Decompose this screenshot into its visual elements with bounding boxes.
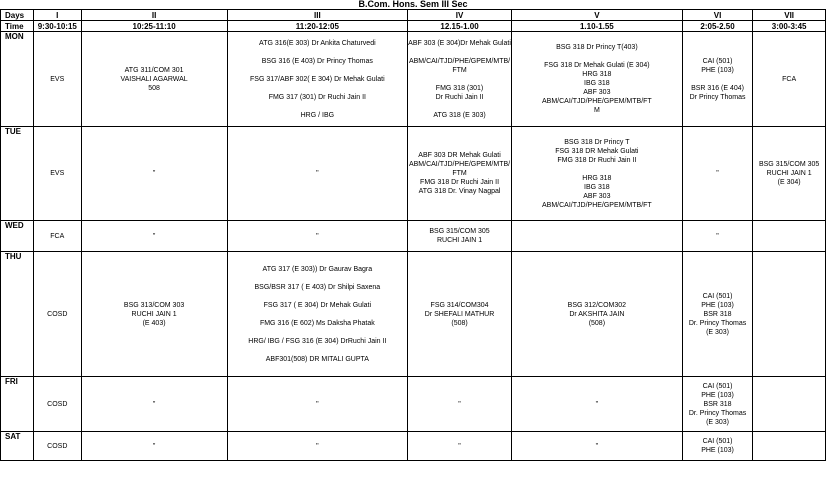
class-line: ABF301(508) DR MITALI GUPTA [265,355,369,363]
class-line: PHE (103) [701,391,734,399]
class-line: " [716,170,719,177]
class-line: FMG 318 (301) [435,84,484,92]
class-line: ABM/CAI/TJD/PHE/GPEM/MTB/FT [542,98,652,105]
class-line: Dr. Princy Thomas [688,409,747,417]
class-line: RUCHI JAIN 1 [131,310,177,318]
class-line: Dr. Princy Thomas [688,319,747,327]
slot-cell [753,127,826,221]
class-line: " [316,442,319,450]
class-line: CAI (501) [702,382,733,390]
class-line: CAI (501) [702,292,733,300]
slot-cell [408,221,512,252]
class-line: FMG 316 (E 602) Ms Daksha Phatak [259,319,375,327]
day-row-mon [1,32,826,127]
period-label: II [81,10,227,21]
line-gap [512,52,682,61]
time-slot: 9:30-10:15 [33,21,81,32]
class-line: CAI (501) [702,57,733,65]
slot-cell [511,32,682,127]
class-line: Dr SHEFALI MATHUR [424,310,495,318]
class-line: COSD [47,400,68,408]
slot-cell [511,432,682,461]
line-gap [228,84,408,93]
line-gap [408,75,511,84]
class-line: HRG 318 [582,71,612,78]
class-line: ABF 303 (E 304)Dr Mehak Gulati [408,39,511,47]
slot-cell [81,32,227,127]
timetable-grid [0,9,826,461]
line-gap [228,346,408,355]
slot-cell [682,221,752,252]
class-line: " [152,442,156,450]
class-line: ABF 303 [583,89,611,96]
slot-cell [81,127,227,221]
day-label: TUE [1,127,34,221]
slot-cell [227,127,408,221]
line-gap [753,310,825,319]
class-line: (E 403) [142,319,166,327]
class-line: CAI (501) [702,438,733,445]
class-line: BSG 315/COM 305 [429,228,490,235]
slot-cell [227,377,408,432]
day-label: THU [1,252,34,377]
class-line: ABF 303 DR Mehak Gulati [418,152,501,159]
slot-cell [682,252,752,377]
class-line: HRG / IBG [300,111,335,119]
period-label: V [511,10,682,21]
day-row-sat [1,432,826,461]
slot-cell [33,252,81,377]
class-line: IBG 318 [584,183,610,191]
day-label: WED [1,221,34,252]
slot-cell [753,32,826,127]
slot-cell [227,221,408,252]
class-line: FCA [50,232,65,240]
class-line: Dr Ruchi Jain II [435,93,484,101]
time-slot: 10:25-11:10 [81,21,227,32]
period-label: I [33,10,81,21]
class-line: FTM [452,170,467,177]
time-header-row [1,21,826,32]
class-line: BSR 318 [703,400,732,408]
class-line: ATG 317 (E 303)) Dr Gaurav Bagra [262,265,373,273]
class-line: FTM [452,66,467,74]
class-line: (E 303) [706,328,730,336]
class-line: HRG 318 [582,174,612,182]
class-line: 508 [148,84,160,92]
class-line: Dr AKSHITA JAIN [569,310,625,318]
slot-cell [408,252,512,377]
line-gap [512,165,682,174]
class-line: Dr Princy Thomas [689,93,746,101]
line-gap [228,328,408,337]
class-line: (508) [451,319,468,327]
day-row-tue [1,127,826,221]
period-label: VII [753,10,826,21]
class-line: (E 303) [706,418,730,426]
period-header-row [1,10,826,21]
class-line: " [458,400,461,408]
class-line: BSR 318 [703,310,732,318]
time-slot: 1.10-1.55 [511,21,682,32]
class-line: ATG 311/COM 301 [124,66,184,74]
period-label: III [227,10,408,21]
class-line: COSD [47,442,68,450]
class-line: " [595,400,599,408]
class-line: FSG 318 DR Mehak Gulati [555,147,639,155]
class-line: BSG 318 Dr Princy T [564,138,630,146]
class-line: PHE (103) [701,301,734,309]
class-line: ATG 318 (E 303) [433,111,486,119]
line-gap [753,442,825,451]
class-line: FMG 318 Dr Ruchi Jain II [557,156,637,164]
class-line: BSR 316 (E 404) [691,84,745,92]
class-line: RUCHI JAIN 1 [766,170,812,177]
class-line: BSG 318 Dr Princy T(403) [556,44,638,51]
slot-cell [682,377,752,432]
slot-cell [33,377,81,432]
class-line: (508) [588,319,606,327]
class-line: ABM/CAI/TJD/PHE/GPEM/MTB/ [408,161,511,168]
slot-cell [408,127,512,221]
slot-cell [81,432,227,461]
day-row-wed [1,221,826,252]
slot-cell [408,377,512,432]
class-line: IBG 318 [584,80,610,87]
line-gap [408,102,511,111]
day-label: SAT [1,432,34,461]
line-gap [228,292,408,301]
time-label: Time [1,21,34,32]
line-gap [228,102,408,111]
slot-cell [33,432,81,461]
slot-cell [33,32,81,127]
line-gap [408,48,511,57]
class-line: " [152,170,156,177]
class-line: FMG 318 Dr Ruchi Jain II [420,179,500,186]
class-line: " [595,442,599,450]
class-line: EVS [50,170,65,177]
slot-cell [227,32,408,127]
slot-cell [511,127,682,221]
class-line: " [152,232,156,240]
class-line: PHE (103) [701,66,734,74]
class-line: (E 304) [777,179,801,186]
day-row-thu [1,252,826,377]
line-gap [228,274,408,283]
class-line: ATG 316(E 303) Dr Ankita Chaturvedi [259,39,376,47]
slot-cell [227,432,408,461]
slot-cell [511,377,682,432]
class-line: " [316,400,319,408]
days-label: Days [1,10,34,21]
class-line: HRG/ IBG / FSG 316 (E 304) DrRuchi Jain II [248,337,387,345]
day-row-fri [1,377,826,432]
slot-cell [682,32,752,127]
class-line: COSD [47,310,68,318]
slot-cell [682,432,752,461]
line-gap [683,75,752,84]
slot-cell [81,221,227,252]
class-line: M [593,107,600,114]
class-line: FSG 317/ABF 302( E 304) Dr Mehak Gulati [250,75,385,83]
class-line: BSG 316 (E 403) Dr Princy Thomas [261,57,373,65]
day-label: MON [1,32,34,127]
slot-cell [511,252,682,377]
slot-cell [753,377,826,432]
class-line: BSG 312/COM302 [567,301,627,309]
class-line: BSG 313/COM 303 [123,301,185,309]
time-slot: 11:20-12:05 [227,21,408,32]
class-line: VAISHALI AGARWAL [120,75,188,83]
time-slot: 2:05-2.50 [682,21,752,32]
slot-cell [227,252,408,377]
slot-cell [408,32,512,127]
class-line: RUCHI JAIN 1 [436,237,483,244]
slot-cell [408,432,512,461]
time-slot: 3:00-3:45 [753,21,826,32]
class-line: " [716,232,719,240]
timetable-title: B.Com. Hons. Sem III Sec [0,0,826,10]
period-label: VI [682,10,752,21]
time-slot: 12.15-1.00 [408,21,512,32]
class-line: BSG/BSR 317 ( E 403) Dr Shilpi Saxena [254,283,381,291]
line-gap [753,232,825,241]
class-line: ABM/CAI/TJD/PHE/GPEM/MTB/ [408,57,511,65]
slot-cell [682,127,752,221]
class-line: " [316,170,319,177]
slot-cell [753,252,826,377]
slot-cell [33,127,81,221]
slot-cell [753,432,826,461]
slot-cell [511,221,682,252]
slot-cell [81,252,227,377]
class-line: FCA [782,75,797,83]
class-line: FMG 317 (301) Dr Ruchi Jain II [268,93,366,101]
class-line: ABM/CAI/TJD/PHE/GPEM/MTB/FT [542,201,652,209]
class-line: ATG 318 Dr. Vinay Nagpal [418,188,501,195]
class-line: " [152,400,156,408]
line-gap [512,232,682,241]
class-line: ABF 303 [583,192,611,200]
class-line: " [316,232,319,240]
class-line: FSG 318 Dr Mehak Gulati (E 304) [544,62,650,69]
slot-cell [81,377,227,432]
slot-cell [33,221,81,252]
class-line: " [458,442,461,450]
line-gap [228,48,408,57]
class-line: PHE (103) [701,447,734,454]
period-label: IV [408,10,512,21]
day-label: FRI [1,377,34,432]
line-gap [228,66,408,75]
slot-cell [753,221,826,252]
class-line: EVS [50,75,65,83]
class-line: FSG 317 ( E 304) Dr Mehak Gulati [263,301,372,309]
class-line: FSG 314/COM304 [430,301,489,309]
line-gap [228,310,408,319]
line-gap [753,400,825,409]
class-line: BSG 315/COM 305 [758,161,820,168]
